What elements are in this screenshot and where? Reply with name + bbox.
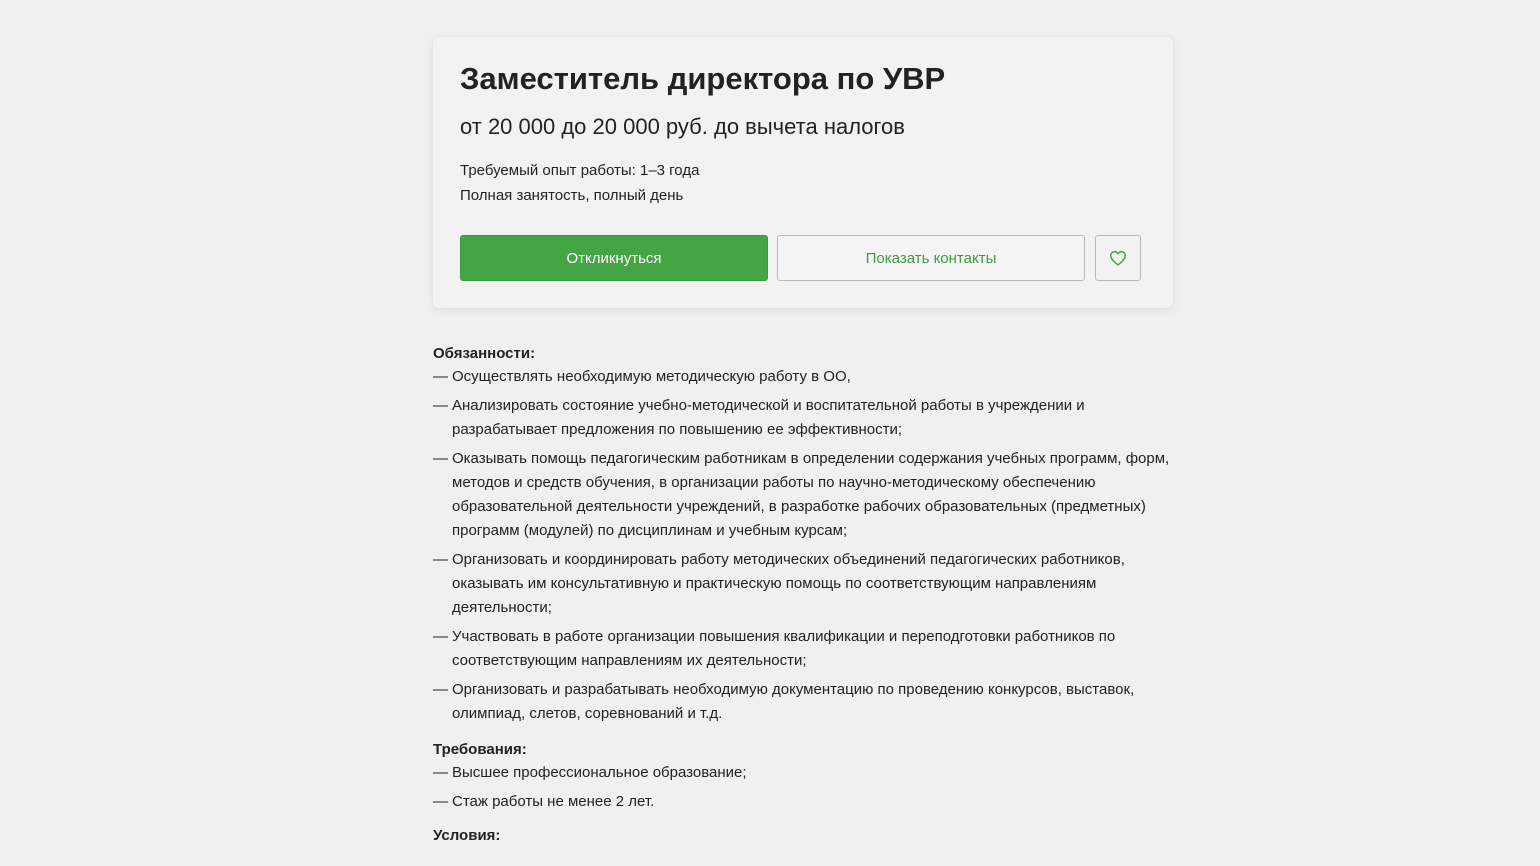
- employment-text: Полная занятость, полный день: [460, 187, 684, 204]
- list-item-text: Организовать и координировать работу методических объединений педагогических работников, оказывать им консультативную и практическую помощь по соответствующим направлениям деятельности;: [452, 551, 1125, 616]
- salary-text: от 20 000 до 20 000 руб. до вычета налогов: [460, 114, 905, 139]
- list-item: [433, 548, 1173, 620]
- dash: —: [433, 397, 448, 414]
- list-item-text: Оказывать помощь педагогическим работникам в определении содержания учебных программ, форм, методов и средств обучения, в организации работы по научно-методическому обеспечению образовательной деятельности учреждений, в разработке рабочих образовательных (предметных) программ (модулей) по дисциплинам и учебным курсам;: [452, 450, 1170, 539]
- list-item-text: Стаж работы не менее 2 лет.: [452, 793, 655, 810]
- requirements-title: Требования:: [433, 741, 527, 758]
- dash: —: [433, 764, 448, 781]
- dash: —: [433, 368, 448, 385]
- respond-button-label: Откликнуться: [566, 249, 662, 267]
- list-item: [433, 365, 1173, 389]
- list-item-text: Анализировать состояние учебно-методической и воспитательной работы в учреждении и разрабатывает предложения по повышению ее эффективности;: [452, 397, 1085, 438]
- vacancy-description: [433, 343, 1173, 847]
- heart-icon: [1109, 250, 1127, 266]
- dash: —: [433, 628, 448, 645]
- vacancy-title: Заместитель директора по УВР: [460, 61, 946, 96]
- duties-title: Обязанности:: [433, 345, 536, 362]
- experience-text: Требуемый опыт работы: 1–3 года: [460, 162, 700, 179]
- list-item-text: Осуществлять необходимую методическую работу в ОО,: [452, 368, 851, 385]
- show-contacts-button-label: Показать контакты: [865, 249, 997, 267]
- list-item: [433, 625, 1173, 673]
- list-item: [433, 790, 1173, 814]
- dash: —: [433, 551, 448, 568]
- duties-list: [433, 365, 1173, 726]
- favorite-button[interactable]: [1095, 235, 1141, 281]
- vacancy-header-card: [433, 37, 1173, 308]
- list-item: [433, 761, 1173, 785]
- list-item-text: Участвовать в работе организации повышения квалификации и переподготовки работников по соответствующим направлениям их деятельности;: [452, 628, 1116, 669]
- dash: —: [433, 681, 448, 698]
- dash: —: [433, 450, 448, 467]
- requirements-list: [433, 761, 1173, 814]
- conditions-title: Условия:: [433, 827, 501, 844]
- list-item: [433, 394, 1173, 442]
- respond-button[interactable]: [460, 235, 768, 281]
- dash: —: [433, 793, 448, 810]
- list-item: [433, 447, 1173, 543]
- list-item-text: Организовать и разрабатывать необходимую документацию по проведению конкурсов, выставок, олимпиад, слетов, соревнований и т.д.: [452, 681, 1135, 722]
- show-contacts-button[interactable]: [777, 235, 1085, 281]
- list-item: [433, 678, 1173, 726]
- list-item-text: Высшее профессиональное образование;: [452, 764, 747, 781]
